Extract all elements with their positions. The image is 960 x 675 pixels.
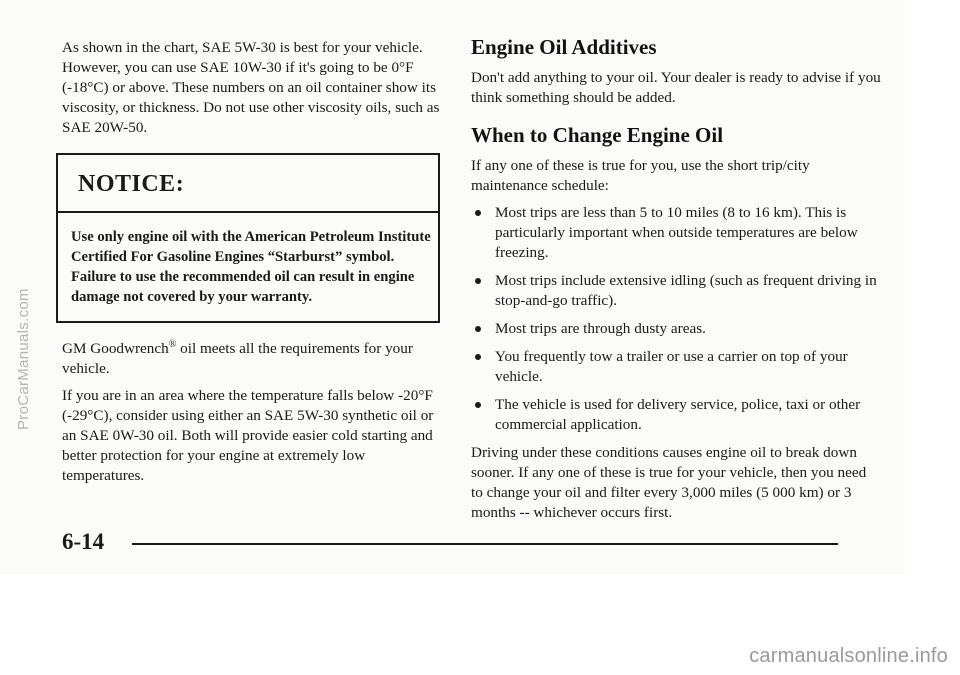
page-footer: [62, 528, 838, 558]
list-item-text: Most trips include extensive idling (such as frequent driving in stop-and-go traffic).: [495, 272, 877, 309]
list-item-text: Most trips are less than 5 to 10 miles (8 to 16 km). This is particularly important when outside temperatures are below freezing.: [495, 204, 858, 261]
list-item: [471, 347, 881, 387]
registered-mark: ®: [168, 338, 177, 350]
list-item-text: The vehicle is used for delivery service, police, taxi or other commercial application.: [495, 396, 861, 433]
notice-body: Use only engine oil with the American Petroleum Institute Certified For Gasoline Engines “Starburst” symbol. Failure to use the recommended oil can result in engine damage not covered by your warranty.: [71, 229, 431, 305]
footer-divider: [132, 543, 838, 545]
notice-title: NOTICE:: [78, 171, 185, 197]
bullet-icon: [475, 354, 481, 360]
list-item-text: Most trips are through dusty areas.: [495, 320, 706, 337]
goodwrench-text-rest: oil meets all the requirements for your vehicle.: [62, 340, 413, 377]
notice-divider: [58, 211, 438, 213]
oil-change-intro: If any one of these is true for you, use the short trip/city maintenance schedule:: [471, 157, 810, 194]
page-number: 6-14: [62, 529, 105, 554]
list-item: [471, 319, 881, 339]
intro-paragraph: As shown in the chart, SAE 5W-30 is best for your vehicle. However, you can use SAE 10W-30 if it's going to be 0°F (-18°C) or above. These numbers on an oil container show its viscosity, or thickness. Do not use other viscosity oils, such as SAE 20W-50.: [62, 39, 440, 136]
side-watermark-text: ProCarManuals.com: [15, 288, 32, 430]
side-watermark: [15, 288, 32, 430]
left-column: [62, 38, 450, 493]
list-item: [471, 203, 881, 263]
list-item: [471, 271, 881, 311]
notice-box: [56, 153, 440, 323]
cold-temperature-paragraph: If you are in an area where the temperature falls below -20°F (-29°C), consider using either an SAE 5W-30 synthetic oil or an SAE 0W-30 oil. Both will provide easier cold starting and better protection for your engine at extremely low temperatures.: [62, 387, 434, 484]
oil-change-heading: When to Change Engine Oil: [471, 123, 724, 147]
bullet-icon: [475, 210, 481, 216]
bullet-icon: [475, 326, 481, 332]
bullet-icon: [475, 402, 481, 408]
goodwrench-paragraph: [62, 339, 450, 379]
bullet-icon: [475, 278, 481, 284]
right-column: [471, 34, 881, 530]
additives-paragraph: Don't add anything to your oil. Your dealer is ready to advise if you think something should be added.: [471, 69, 881, 106]
goodwrench-text: GM Goodwrench: [62, 340, 169, 357]
additives-heading: Engine Oil Additives: [471, 35, 657, 59]
conditions-list: [471, 203, 881, 435]
closing-paragraph: Driving under these conditions causes engine oil to break down sooner. If any one of these is true for your vehicle, then you need to change your oil and filter every 3,000 miles (5 000 km) or 3 months -- whichever occurs first.: [471, 444, 867, 521]
site-watermark: carmanualsonline.info: [749, 645, 948, 667]
list-item-text: You frequently tow a trailer or use a carrier on top of your vehicle.: [495, 348, 848, 385]
list-item: [471, 395, 881, 435]
